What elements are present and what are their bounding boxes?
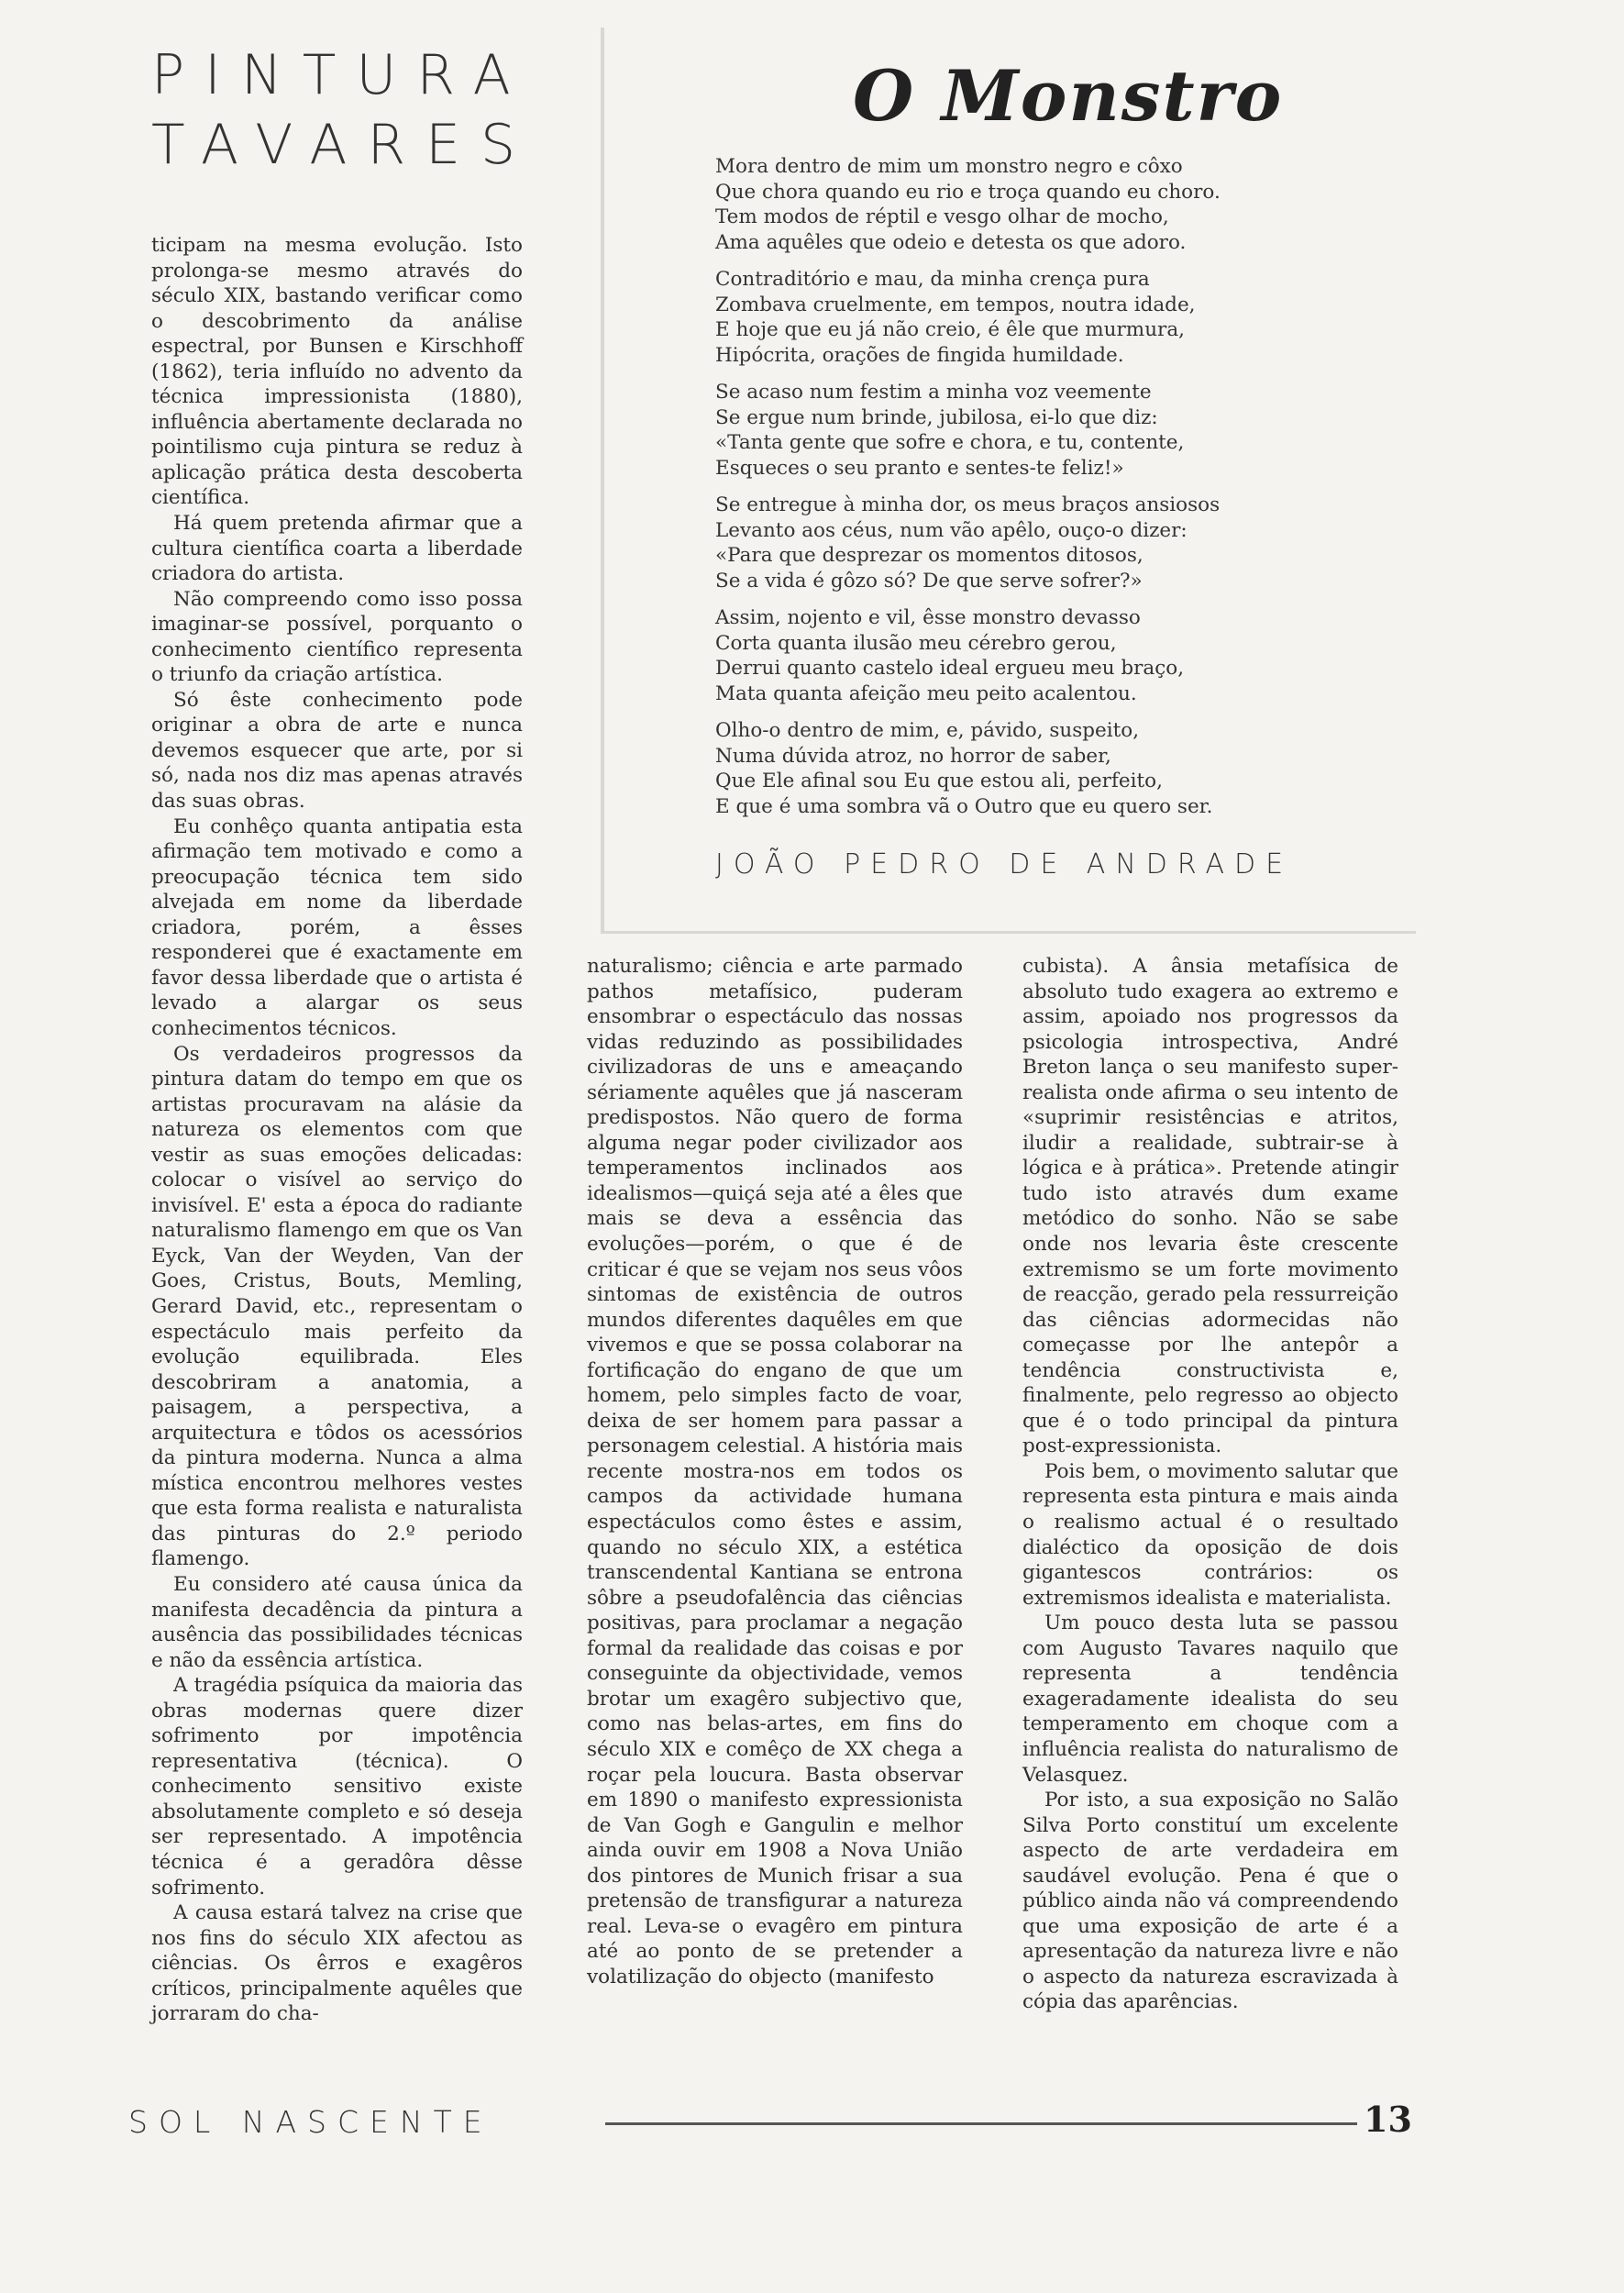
poem-stanza xyxy=(715,154,1375,255)
article-paragraph: Eu considero até causa única da manifesta decadência da pintura a ausência das possibilidades técnicas e não da essência artística. xyxy=(151,1572,523,1672)
article-paragraph: ticipam na mesma evolução. Isto prolonga-se mesmo através do século XIX, bastando verificar como o descobrimento da análise espectral, por Bunsen e Kirschhoff (1862), teria influído no advento da técnica impressionista (1880), influência abertamente declarada no pointilismo cuja pintura se reduz à aplicação prática desta descoberta científica. xyxy=(151,234,523,510)
article-paragraph: Os verdadeiros progressos da pintura datam do tempo em que os artistas procuravam na alásie da natureza os elementos com que vestir as suas emoções delicadas: colocar o visível ao serviço do invisível. E' esta a época do radiante naturalismo flamengo em que os Van Eyck, Van der Weyden, Van der Goes, Cristus, Bouts, Memling, Gerard David, etc., representam o espectáculo mais perfeito da evolução equilibrada. Eles descobriram a anatomia, a paisagem, a perspectiva, a arquitectura e tôdos os acessórios da pintura moderna. Nunca a alma mística encontrou melhores vestes que esta forma realista e naturalista das pinturas do 2.º periodo flamengo. xyxy=(151,1042,523,1571)
article-column-1 xyxy=(151,233,523,2027)
page-number: 13 xyxy=(1364,2099,1412,2140)
poem-verse: Contraditório e mau, da minha crença pura xyxy=(715,268,1150,291)
poem-title: O Monstro xyxy=(853,55,1284,137)
poem-stanza xyxy=(715,493,1375,593)
poem-verse: Mata quanta afeição meu peito acalentou. xyxy=(715,681,1137,705)
article-paragraph: A causa estará talvez na crise que nos fins do século XIX afectou as ciências. Os êrros e exagêros críticos, principalmente aquêles que jorraram do cha- xyxy=(151,1901,523,2026)
poem-verse: Se entregue à minha dor, os meus braços ansiosos xyxy=(715,493,1221,516)
footer-divider xyxy=(605,2122,1357,2125)
poem-verse: Tem modos de réptil e vesgo olhar de mocho, xyxy=(715,205,1169,228)
poem-verse: Que Ele afinal sou Eu que estou ali, perfeito, xyxy=(715,770,1163,792)
poem-verse: E hoje que eu já não creio, é êle que murmura, xyxy=(715,318,1185,341)
poem-stanza xyxy=(715,718,1375,819)
poem-verse: Numa dúvida atroz, no horror de saber, xyxy=(715,744,1111,768)
page-footer xyxy=(128,2099,1431,2141)
article-title-line-1: PINTURA xyxy=(151,43,531,107)
article-paragraph: cubista). A ânsia metafísica de absoluto tudo exagera ao extremo e assim, apoiado nos progressos da psicologia introspectiva, André Breton lança o seu manifesto super-realista onde afirma o seu intento de «suprimir resistências e atritos, iludir a realidade, subtrair-se à lógica e à prática». Pretende atingir tudo isto através dum exame metódico do sonho. Não se sabe onde nos levaria êste crescente extremismo se um forte movimento de reacção, gerado pela ressurreição das ciências adormecidas não começasse por lhe antepôr a tendência constructivista e, finalmente, pelo regresso ao objecto que é o todo principal da pintura post-expressionista. xyxy=(1022,955,1398,1458)
poem-verse: Ama aquêles que odeio e detesta os que adoro. xyxy=(715,230,1187,254)
poem-stanza xyxy=(715,380,1375,481)
article-paragraph: Eu conhêço quanta antipatia esta afirmação tem motivado e como a preocupação técnica tem sido alvejada em nome da liberdade criadora, porém, a êsses responderei que é exactamente em favor dessa liberdade que o artista é levado a alargar os seus conhecimentos técnicos. xyxy=(151,814,523,1040)
poem-verse: Esqueces o seu pranto e sentes-te feliz!» xyxy=(715,456,1124,480)
poem-verse: Se acaso num festim a minha voz veemente xyxy=(715,381,1152,404)
poem-stanza xyxy=(715,267,1375,368)
poem-verse: E que é uma sombra vã o Outro que eu quero ser. xyxy=(715,794,1213,818)
article-paragraph: Só êste conhecimento pode originar a obra de arte e nunca devemos esquecer que arte, por si só, nada nos diz mas apenas através das suas obras. xyxy=(151,688,523,814)
article-paragraph: Não compreendo como isso possa imaginar-se possível, porquanto o conhecimento científico representa o triunfo da criação artística. xyxy=(151,587,523,687)
article-paragraph: A tragédia psíquica da maioria das obras modernas quere dizer sofrimento por impotência representativa (técnica). O conhecimento sensitivo existe absolutamente completo e só deseja ser representado. A impotência técnica é a geradôra dêsse sofrimento. xyxy=(151,1674,523,1900)
poem-verse: Se ergue num brinde, jubilosa, ei-lo que diz: xyxy=(715,405,1158,429)
poem-verse: Assim, nojento e vil, êsse monstro devasso xyxy=(715,606,1141,629)
poem-verse: Derrui quanto castelo ideal ergueu meu braço, xyxy=(715,657,1185,680)
publication-name: SOL NASCENTE xyxy=(128,2104,493,2140)
poem-body xyxy=(715,154,1375,831)
article-column-3 xyxy=(1022,954,1398,2015)
poem-verse: «Para que desprezar os momentos ditosos, xyxy=(715,544,1143,567)
article-column-2 xyxy=(587,954,963,1989)
poem-stanza xyxy=(715,605,1375,706)
poem-verse: Zombava cruelmente, em tempos, noutra idade, xyxy=(715,293,1196,316)
poem-verse: Corta quanta ilusão meu cérebro gerou, xyxy=(715,631,1117,655)
poem-verse: Mora dentro de mim um monstro negro e côxo xyxy=(715,155,1183,178)
article-paragraph: Por isto, a sua exposição no Salão Silva Porto constituí um excelente aspecto de arte verdadeira em saudável evolução. Pena é que o público ainda não vá compreendendo que uma exposição de arte é a apresentação da natureza livre e não o aspecto da natureza escravizada à cópia das aparências. xyxy=(1022,1789,1398,2014)
article-paragraph: naturalismo; ciência e arte parmado pathos metafísico, puderam ensombrar o espectáculo das nossas vidas reduzindo as possibilidades civilizadoras de uns e ameaçando sériamente aquêles que já nasceram predispostos. Não quero de forma alguma negar poder civilizador aos temperamentos inclinados aos idealismos—quiçá seja até a êles que mais se deva a essência das evoluções—porém, o que é de criticar é que se vejam nos seus vôos sintomas de existência de outros mundos diferentes daquêles em que vivemos e que se possa colaborar na fortificação do engano de que um homem, pelo simples facto de voar, deixa de ser homem para passar a personagem celestial. A história mais recente mostra-nos em todos os campos da actividade humana espectáculos como êstes e assim, quando no século XIX, a estética transcendental Kantiana se entrona sôbre a pseudofalência das ciências positivas, para proclamar a negação formal da realidade das coisas e por conseguinte da objectividade, vemos brotar um exagêro subjectivo que, como nas belas-artes, em fins do século XIX e comêço de XX chega a roçar pela loucura. Basta observar em 1890 o manifesto expressionista de Van Gogh e Gangulin e melhor ainda ouvir em 1908 a Nova União dos pintores de Munich frisar a sua pretensão de transfigurar a natureza real. Leva-se o evagêro em pintura até ao ponto de se pretender a volatilização do objecto (manifesto xyxy=(587,955,963,1988)
article-paragraph: Um pouco desta luta se passou com Augusto Tavares naquilo que representa a tendência exageradamente idealista do seu temperamento em choque com a influência realista do naturalismo de Velasquez. xyxy=(1022,1612,1398,1787)
article-title xyxy=(151,40,582,180)
poem-verse: Se a vida é gôzo só? De que serve sofrer?» xyxy=(715,569,1143,593)
poem-author: JOÃO PEDRO DE ANDRADE xyxy=(715,848,1294,881)
article-title-line-2: TAVARES xyxy=(151,113,536,177)
article-paragraph: Há quem pretenda afirmar que a cultura científica coarta a liberdade criadora do artista. xyxy=(151,512,523,586)
poem-verse: Levanto aos céus, num vão apêlo, ouço-o dizer: xyxy=(715,518,1188,542)
poem-verse: Que chora quando eu rio e troça quando eu choro. xyxy=(715,180,1221,204)
poem-verse: «Tanta gente que sofre e chora, e tu, contente, xyxy=(715,431,1185,454)
poem-verse: Olho-o dentro de mim, e, pávido, suspeito, xyxy=(715,719,1140,742)
article-paragraph: Pois bem, o movimento salutar que representa esta pintura e mais ainda o realismo actual é o resultado dialéctico da oposição de dois gigantescos contrários: os extremismos idealista e materialista. xyxy=(1022,1459,1398,1610)
poem-verse: Hipócrita, orações de fingida humildade. xyxy=(715,343,1124,367)
